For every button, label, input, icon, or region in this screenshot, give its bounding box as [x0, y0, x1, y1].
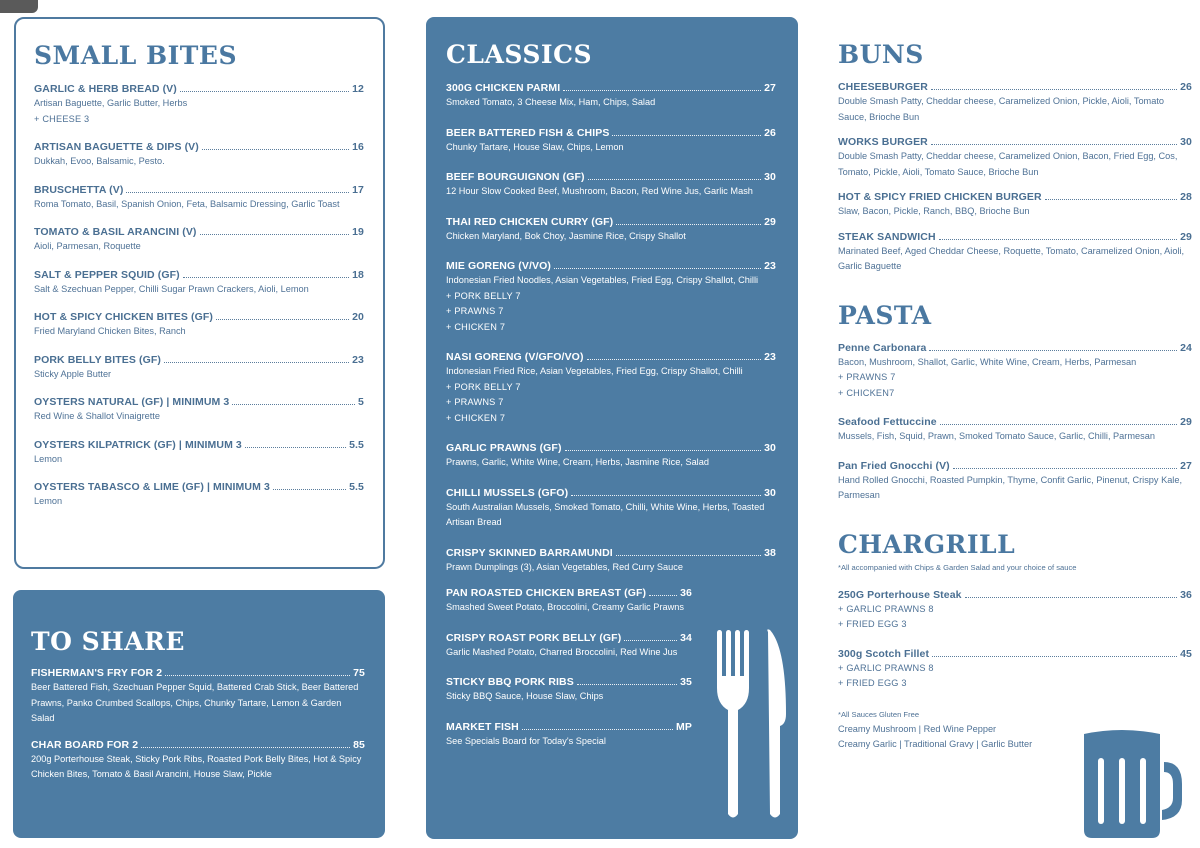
- menu-item-price: 23: [764, 351, 776, 363]
- dot-leader: [616, 216, 761, 225]
- menu-item-price: 35: [680, 676, 692, 688]
- menu-item-description: Prawns, Garlic, White Wine, Cream, Herbs, Jasmine Rice, Salad: [446, 457, 709, 467]
- buns-title: BUNS: [838, 40, 924, 69]
- menu-item-addon: + CHICKEN 7: [446, 412, 506, 423]
- menu-item: [838, 342, 1192, 402]
- menu-item-line: [34, 354, 364, 367]
- menu-item-name: GARLIC & HERB BREAD (V): [34, 83, 177, 95]
- menu-item-price: 26: [764, 126, 776, 139]
- menu-item-name: CHEESEBURGER: [838, 81, 928, 93]
- menu-list: [34, 83, 364, 510]
- menu-item: [838, 648, 1192, 692]
- menu-item-price: 36: [680, 587, 692, 599]
- dot-leader: [165, 667, 350, 676]
- menu-item-line: [34, 226, 364, 239]
- menu-item-name: CHAR BOARD FOR 2: [31, 738, 139, 751]
- menu-item-line: [446, 171, 776, 184]
- dot-leader: [183, 269, 349, 278]
- chargrill-title: CHARGRILL: [838, 529, 1016, 559]
- menu-item: [838, 136, 1192, 180]
- menu-item: [838, 81, 1192, 125]
- menu-item: [838, 589, 1192, 633]
- dot-leader: [649, 587, 677, 596]
- dot-leader: [200, 226, 350, 235]
- menu-item: [31, 667, 365, 727]
- menu-item: [446, 487, 776, 531]
- menu-item-price: 27: [1180, 459, 1192, 472]
- menu-item-description: Chunky Tartare, House Slaw, Chips, Lemon: [446, 141, 624, 152]
- dot-leader: [931, 81, 1177, 90]
- menu-item-line: [446, 260, 776, 273]
- menu-item-price: 38: [764, 546, 776, 559]
- menu-item: [838, 231, 1192, 275]
- menu-item-price: 34: [680, 631, 692, 644]
- menu-item-line: [446, 547, 776, 560]
- menu-item-line: [31, 739, 365, 752]
- menu-item: [34, 481, 364, 510]
- menu-item-line: [34, 83, 364, 96]
- menu-item-line: [838, 342, 1192, 355]
- fork-knife-icon: [716, 628, 788, 822]
- menu-item: [34, 439, 364, 468]
- menu-item-name: HOT & SPICY CHICKEN BITES (GF): [34, 311, 213, 323]
- menu-item-description: Sticky Apple Butter: [34, 368, 112, 379]
- menu-item-description: Sticky BBQ Sauce, House Slaw, Chips: [446, 691, 604, 701]
- menu-item-line: [838, 136, 1192, 149]
- menu-item-name: TOMATO & BASIL ARANCINI (V): [34, 226, 197, 238]
- menu-item: [446, 82, 776, 111]
- section-title: SMALL BITES: [34, 41, 238, 70]
- buns-list: [838, 81, 1192, 275]
- menu-item-description: Salt & Szechuan Pepper, Chilli Sugar Prawn Crackers, Aioli, Lemon: [34, 283, 309, 294]
- menu-item-price: 30: [764, 486, 776, 499]
- menu-item-description: Dukkah, Evoo, Balsamic, Pesto.: [34, 156, 165, 166]
- dot-leader: [126, 184, 349, 193]
- menu-item-price: 5: [358, 396, 364, 408]
- menu-item-price: 29: [764, 215, 776, 228]
- dot-leader: [939, 231, 1177, 240]
- menu-item-name: GARLIC PRAWNS (GF): [446, 442, 562, 454]
- menu-item: [446, 442, 776, 471]
- menu-item-line: [446, 587, 692, 600]
- menu-item-description: Garlic Mashed Potato, Charred Broccolini, Red Wine Jus: [446, 646, 678, 657]
- menu-item: [838, 416, 1192, 445]
- menu-item: [446, 260, 776, 335]
- dot-leader: [180, 83, 349, 92]
- menu-item-line: [446, 676, 692, 689]
- menu-item-name: OYSTERS NATURAL (GF) | MINIMUM 3: [34, 396, 230, 408]
- dot-leader: [571, 487, 761, 496]
- dot-leader: [965, 589, 1178, 598]
- menu-item-name: Seafood Fettuccine: [838, 416, 937, 428]
- menu-item-name: BEEF BOURGUIGNON (GF): [446, 171, 585, 183]
- menu-item-name: FISHERMAN'S FRY FOR 2: [31, 667, 163, 679]
- menu-item: [446, 351, 776, 426]
- menu-item-name: CHILLI MUSSELS (GFO): [446, 486, 569, 499]
- menu-item: [446, 171, 776, 200]
- menu-item-name: STICKY BBQ PORK RIBS: [446, 676, 574, 688]
- menu-item-addon: + PRAWNS 7: [446, 306, 504, 316]
- menu-item-name: 250G Porterhouse Steak: [838, 588, 962, 601]
- menu-item-line: [838, 231, 1192, 244]
- dot-leader: [164, 354, 349, 363]
- menu-item-line: [34, 141, 364, 154]
- menu-item-line: [838, 648, 1192, 661]
- menu-item-name: OYSTERS TABASCO & LIME (GF) | MINIMUM 3: [34, 481, 270, 493]
- menu-item-line: [34, 184, 364, 197]
- menu-item-price: 5.5: [349, 481, 364, 493]
- menu-item-description: Slaw, Bacon, Pickle, Ranch, BBQ, Brioche Bun: [838, 206, 1030, 216]
- dot-leader: [245, 439, 346, 448]
- menu-item: [838, 191, 1192, 220]
- menu-item-name: CRISPY SKINNED BARRAMUNDI: [446, 546, 613, 559]
- dot-leader: [554, 260, 761, 269]
- menu-item-description: Smashed Sweet Potato, Broccolini, Creamy Garlic Prawns: [446, 602, 684, 612]
- menu-item-name: NASI GORENG (V/GFO/VO): [446, 351, 584, 363]
- menu-item-name: PORK BELLY BITES (GF): [34, 353, 161, 366]
- dot-leader: [931, 136, 1177, 145]
- menu-item-line: [446, 487, 776, 500]
- menu-item-price: 29: [1180, 230, 1192, 243]
- menu-item-description: South Australian Mussels, Smoked Tomato, Chilli, White Wine, Herbs, Toasted Artisan Bread: [446, 501, 765, 527]
- menu-item: [34, 83, 364, 127]
- pasta-title: PASTA: [838, 300, 932, 330]
- menu-item-addon: + CHICKEN7: [838, 387, 895, 398]
- chargrill-note: *All accompanied with Chips & Garden Salad and your choice of sauce: [838, 562, 1077, 572]
- menu-item-line: [31, 667, 365, 680]
- menu-item-line: [446, 351, 776, 364]
- menu-item-addon: + GARLIC PRAWNS 8: [838, 603, 934, 614]
- menu-item: [446, 216, 776, 245]
- sauces-line: Creamy Garlic | Traditional Gravy | Garlic Butter: [838, 739, 1033, 749]
- menu-item-line: [446, 442, 776, 455]
- menu-item-name: MARKET FISH: [446, 720, 519, 733]
- menu-item-line: [446, 721, 692, 734]
- menu-item: [446, 587, 776, 616]
- dot-leader: [577, 676, 677, 685]
- menu-item-price: 5.5: [349, 438, 364, 451]
- menu-item-price: 23: [352, 353, 364, 366]
- menu-item-price: 16: [352, 141, 364, 153]
- menu-item: [31, 739, 365, 783]
- menu-item-price: 18: [352, 268, 364, 281]
- menu-item-name: MIE GORENG (V/VO): [446, 260, 551, 272]
- menu-item-description: Roma Tomato, Basil, Spanish Onion, Feta, Balsamic Dressing, Garlic Toast: [34, 198, 340, 209]
- menu-item-line: [446, 127, 776, 140]
- menu-item-description: Aioli, Parmesan, Roquette: [34, 241, 141, 251]
- menu-item-line: [838, 81, 1192, 94]
- menu-item-description: Mussels, Fish, Squid, Prawn, Smoked Tomato Sauce, Garlic, Chilli, Parmesan: [838, 431, 1155, 441]
- dot-leader: [588, 171, 762, 180]
- menu-item-line: [446, 216, 776, 229]
- menu-item-price: 30: [1180, 136, 1192, 148]
- menu-item-name: 300g Scotch Fillet: [838, 647, 930, 660]
- menu-item-name: PAN ROASTED CHICKEN BREAST (GF): [446, 587, 647, 599]
- menu-item-description: Lemon: [34, 496, 63, 506]
- menu-item-description: See Specials Board for Today's Special: [446, 735, 606, 746]
- menu-item: [446, 127, 776, 156]
- menu-item: [34, 354, 364, 383]
- menu-item-price: 24: [1180, 341, 1192, 354]
- menu-item-line: [838, 191, 1192, 204]
- menu-item-price: 23: [764, 260, 776, 272]
- menu-item-name: CRISPY ROAST PORK BELLY (GF): [446, 631, 622, 644]
- window-corner-tab: [0, 0, 38, 13]
- menu-item-description: Double Smash Patty, Cheddar cheese, Caramelized Onion, Bacon, Fried Egg, Cos, Tomato, Pickle, Aioli, Tomato Sauce, Brioche Bun: [838, 151, 1178, 177]
- menu-item-name: THAI RED CHICKEN CURRY (GF): [446, 215, 614, 228]
- menu-item-name: ARTISAN BAGUETTE & DIPS (V): [34, 141, 199, 153]
- menu-item: [34, 226, 364, 255]
- menu-item-price: 75: [353, 667, 365, 679]
- menu-item-description: Artisan Baguette, Garlic Butter, Herbs: [34, 98, 188, 108]
- menu-item-line: [838, 416, 1192, 429]
- menu-item-description: Double Smash Patty, Cheddar cheese, Caramelized Onion, Pickle, Aioli, Tomato Sauce, Brioche Bun: [838, 96, 1164, 122]
- menu-item-price: 28: [1180, 191, 1192, 203]
- dot-leader: [616, 547, 761, 556]
- menu-item-name: Penne Carbonara: [838, 341, 927, 354]
- menu-list: [446, 82, 776, 575]
- pasta-list: [838, 342, 1192, 504]
- menu-item-description: Bacon, Mushroom, Shallot, Garlic, White Wine, Cream, Herbs, Parmesan: [838, 356, 1137, 367]
- menu-item-price: 27: [764, 82, 776, 94]
- dot-leader: [141, 739, 350, 748]
- menu-item-name: BEER BATTERED FISH & CHIPS: [446, 126, 610, 139]
- menu-item-price: 26: [1180, 81, 1192, 93]
- dot-leader: [929, 342, 1177, 351]
- menu-item-line: [34, 396, 364, 409]
- menu-item-price: 85: [353, 738, 365, 751]
- menu-item-name: Pan Fried Gnocchi (V): [838, 459, 950, 472]
- menu-item-line: [446, 82, 776, 95]
- menu-item: [34, 269, 364, 298]
- menu-item-price: MP: [676, 720, 692, 733]
- menu-item-description: Prawn Dumplings (3), Asian Vegetables, Red Curry Sauce: [446, 561, 683, 572]
- menu-item-price: 45: [1180, 647, 1192, 660]
- menu-item-price: 19: [352, 226, 364, 238]
- menu-item-price: 20: [352, 311, 364, 323]
- dot-leader: [953, 460, 1177, 469]
- menu-item-description: Indonesian Fried Noodles, Asian Vegetables, Fried Egg, Crispy Shallot, Chilli: [446, 275, 759, 285]
- menu-item: [34, 184, 364, 213]
- menu-item-description: Fried Maryland Chicken Bites, Ranch: [34, 326, 186, 336]
- menu-item-addon: + CHEESE 3: [34, 113, 90, 124]
- menu-item-addon: + GARLIC PRAWNS 8: [838, 662, 934, 673]
- menu-item-line: [838, 589, 1192, 602]
- menu-item-name: BRUSCHETTA (V): [34, 183, 124, 196]
- menu-item-description: 12 Hour Slow Cooked Beef, Mushroom, Bacon, Red Wine Jus, Garlic Mash: [446, 186, 753, 196]
- menu-item-description: Beer Battered Fish, Szechuan Pepper Squid, Battered Crab Stick, Beer Battered Prawns, Panko Crumbed Scallops, Chips, Chunky Tartare, Lemon & Garden Salad: [31, 682, 359, 723]
- menu-list: [31, 667, 365, 783]
- menu-item-name: OYSTERS KILPATRICK (GF) | MINIMUM 3: [34, 438, 242, 451]
- dot-leader: [940, 416, 1177, 425]
- dot-leader: [563, 82, 761, 91]
- menu-item-line: [446, 632, 692, 645]
- dot-leader: [216, 311, 349, 320]
- menu-item-price: 29: [1180, 416, 1192, 428]
- menu-item-description: Indonesian Fried Rice, Asian Vegetables, Fried Egg, Crispy Shallot, Chilli: [446, 366, 743, 376]
- menu-item-line: [34, 311, 364, 324]
- section-title: TO SHARE: [31, 627, 185, 656]
- sauces-note: *All Sauces Gluten Free: [838, 709, 920, 719]
- menu-item-description: Red Wine & Shallot Vinaigrette: [34, 411, 160, 421]
- menu-item: [34, 396, 364, 425]
- dot-leader: [1045, 191, 1177, 200]
- menu-item-description: Lemon: [34, 453, 63, 464]
- menu-item-line: [34, 439, 364, 452]
- dot-leader: [273, 481, 346, 490]
- menu-item: [446, 547, 776, 576]
- dot-leader: [232, 396, 355, 405]
- dot-leader: [587, 351, 762, 360]
- menu-item-line: [838, 460, 1192, 473]
- menu-item-name: 300G CHICKEN PARMI: [446, 82, 561, 94]
- beer-mug-icon: [1078, 730, 1184, 840]
- menu-item-description: Smoked Tomato, 3 Cheese Mix, Ham, Chips, Salad: [446, 97, 656, 107]
- menu-item-line: [34, 269, 364, 282]
- chargrill-list: [838, 589, 1192, 692]
- section-title: CLASSICS: [446, 40, 593, 69]
- menu-item-price: 30: [764, 442, 776, 454]
- menu-item-addon: + PORK BELLY 7: [446, 381, 521, 392]
- menu-item-description: Hand Rolled Gnocchi, Roasted Pumpkin, Thyme, Confit Garlic, Pinenut, Crispy Kale, Parmesan: [838, 474, 1183, 500]
- dot-leader: [522, 721, 673, 730]
- menu-item-name: SALT & PEPPER SQUID (GF): [34, 268, 180, 281]
- menu-item-name: WORKS BURGER: [838, 136, 928, 148]
- menu-item-description: 200g Porterhouse Steak, Sticky Pork Ribs, Roasted Pork Belly Bites, Hot & Spicy Chicken Bites, Tomato & Basil Arancini, House Slaw, Pickle: [31, 753, 362, 779]
- menu-item-addon: + PORK BELLY 7: [446, 290, 521, 301]
- menu-item: [838, 460, 1192, 504]
- small-bites-section: [14, 17, 385, 569]
- menu-item-name: HOT & SPICY FRIED CHICKEN BURGER: [838, 191, 1042, 203]
- dot-leader: [202, 141, 349, 150]
- menu-item-name: STEAK SANDWICH: [838, 230, 936, 243]
- right-column: [836, 17, 1200, 839]
- menu-item-description: Chicken Maryland, Bok Choy, Jasmine Rice, Crispy Shallot: [446, 230, 686, 241]
- menu-item-price: 30: [764, 171, 776, 183]
- menu-item-addon: + PRAWNS 7: [446, 397, 504, 407]
- menu-item-description: Marinated Beef, Aged Cheddar Cheese, Roquette, Tomato, Caramelized Onion, Aioli, Garlic Baguette: [838, 245, 1185, 271]
- menu-item-line: [34, 481, 364, 494]
- sauces-line: Creamy Mushroom | Red Wine Pepper: [838, 723, 997, 734]
- to-share-section: [13, 590, 385, 838]
- menu-item-addon: + FRIED EGG 3: [838, 678, 907, 688]
- dot-leader: [624, 632, 677, 641]
- menu-item-addon: + FRIED EGG 3: [838, 619, 907, 629]
- menu-item-price: 12: [352, 83, 364, 95]
- menu-item-price: 36: [1180, 588, 1192, 601]
- dot-leader: [565, 442, 762, 451]
- menu-item-price: 17: [352, 183, 364, 196]
- dot-leader: [612, 127, 761, 136]
- dot-leader: [932, 648, 1177, 657]
- menu-item-addon: + CHICKEN 7: [446, 321, 506, 332]
- menu-item: [34, 141, 364, 170]
- menu-item: [34, 311, 364, 340]
- menu-item-addon: + PRAWNS 7: [838, 372, 896, 382]
